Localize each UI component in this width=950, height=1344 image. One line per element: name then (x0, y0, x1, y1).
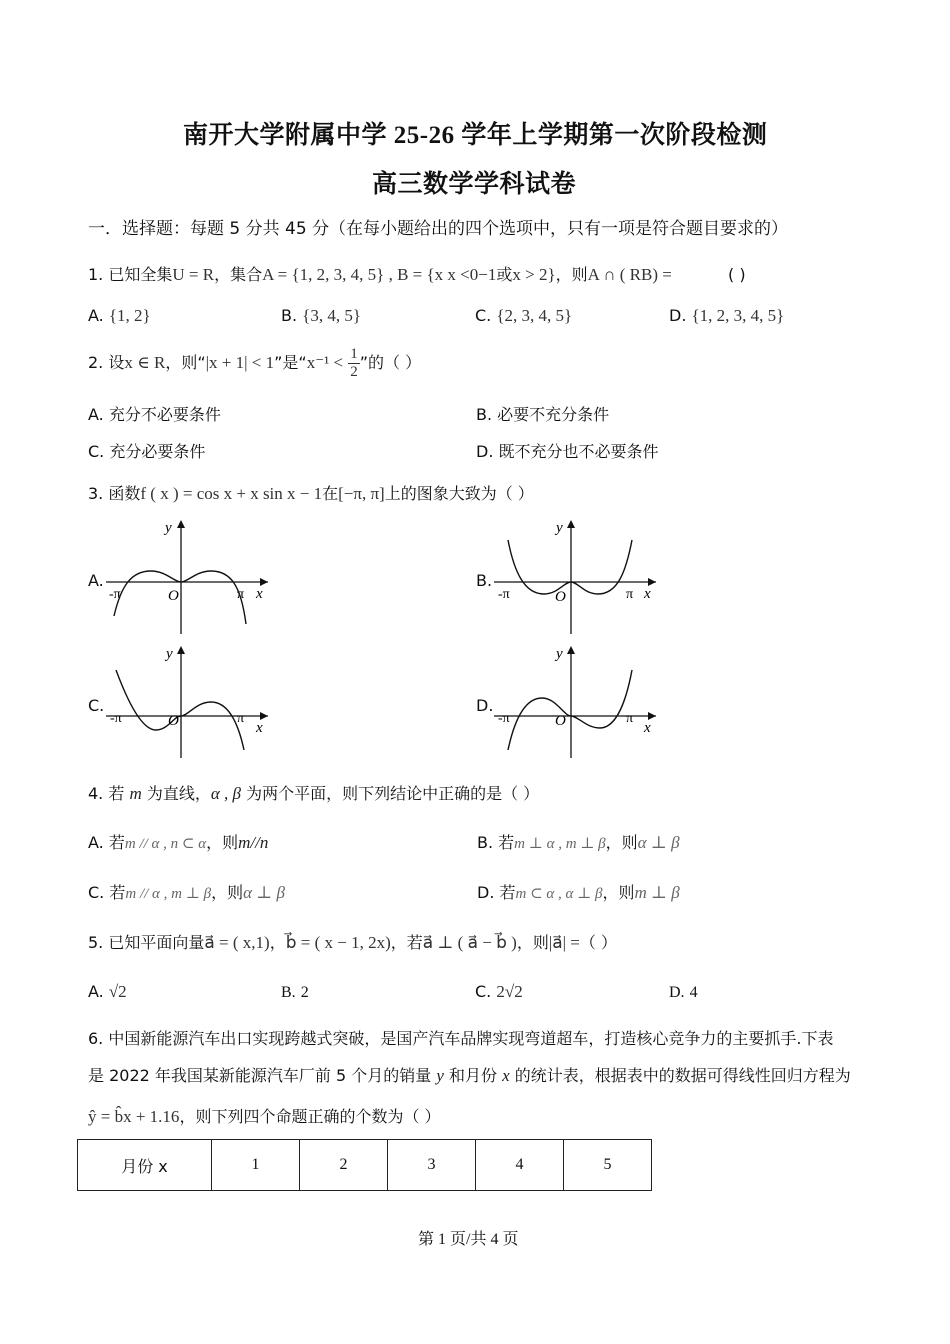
x-axis-arrow (260, 578, 268, 586)
q5-option-d[interactable] (669, 982, 698, 1002)
pi-label: π (626, 711, 634, 726)
q6-number: 6. (88, 1029, 104, 1048)
q5-text: 已知平面向量 (108, 933, 205, 952)
table-header-cell: 月份 x (78, 1140, 212, 1191)
q4-line-m: m (129, 784, 142, 803)
option-value: 2 (300, 984, 309, 1001)
option-label: D. (477, 883, 495, 902)
neg-pi-label: -π (110, 711, 122, 726)
table-row (78, 1140, 652, 1191)
q6-data-table (77, 1139, 652, 1191)
option-label: D. (669, 984, 685, 1001)
q3-text: 函数 (108, 484, 141, 503)
y-label: y (165, 520, 172, 536)
origin-label: O (555, 589, 566, 605)
y-axis-arrow (177, 520, 185, 528)
q2-text: ”是“ (274, 353, 307, 372)
q3-graph-b[interactable] (494, 516, 659, 634)
x-label: x (256, 586, 263, 602)
q2-option-d[interactable] (476, 439, 659, 462)
option-conclusion: m ⊥ β (634, 883, 680, 902)
question-3 (88, 481, 534, 504)
table-cell: 4 (476, 1140, 564, 1191)
neg-pi-label: -π (498, 711, 510, 726)
q2-option-a[interactable] (88, 402, 221, 425)
q1-option-a[interactable] (88, 306, 151, 326)
q1-answer-paren: ( ) (728, 265, 746, 284)
option-value: 4 (689, 984, 698, 1001)
q1-option-d[interactable] (669, 306, 784, 326)
origin-label: O (168, 588, 179, 604)
q4-text: 为两个平面，则下列结论中正确的是（ ） (246, 784, 540, 803)
q2-number: 2. (88, 353, 104, 372)
q5-text: （ ） (579, 933, 617, 952)
option-label: B. (281, 306, 298, 325)
option-text: ，则 (602, 883, 635, 902)
q5-text: ， (269, 933, 286, 952)
pi-label: π (237, 711, 245, 726)
q3-option-a-label[interactable]: A. (88, 571, 104, 590)
q6-var-x: x (502, 1066, 510, 1085)
q1-text: ，集合 (214, 265, 263, 284)
y-axis-arrow (567, 520, 575, 528)
table-cell: 5 (564, 1140, 652, 1191)
option-condition: m // α , n ⊂ α (124, 836, 207, 852)
option-value: {3, 4, 5} (302, 306, 361, 325)
y-axis-arrow (177, 646, 185, 654)
option-label: C. (475, 306, 492, 325)
option-value: √2 (108, 982, 127, 1001)
x-axis-arrow (260, 712, 268, 720)
x-label: x (644, 720, 651, 736)
question-2 (88, 346, 421, 381)
question-6 (88, 1026, 833, 1049)
q5-text: ，则 (516, 933, 549, 952)
option-label: B. (476, 405, 493, 424)
q1-text: 已知全集 (108, 265, 173, 284)
q1-universe: U = R (172, 265, 215, 284)
q4-text: 为直线， (146, 784, 211, 803)
q1-condition: x > 2} (512, 265, 556, 284)
option-label: D. (476, 442, 494, 461)
q5-text: ，若 (390, 933, 423, 952)
q1-option-c[interactable] (475, 306, 572, 326)
x-label: x (256, 720, 263, 736)
option-value: 2√2 (496, 982, 523, 1001)
q5-option-b[interactable] (281, 982, 309, 1002)
q6-text: 和月份 (448, 1066, 497, 1085)
option-text: 若 (108, 833, 125, 852)
exam-title: 南开大学附属中学 25-26 学年上学期第一次阶段检测 (183, 122, 768, 149)
q6-text: 是 2022 年我国某新能源汽车厂前 5 个月的销量 (88, 1066, 432, 1085)
q1-text: 或 (496, 265, 513, 284)
option-value: {1, 2} (108, 306, 151, 325)
option-label: B. (477, 833, 494, 852)
q2-fraction: $\frac{1}{2}$ (350, 346, 358, 380)
option-conclusion: m//n (238, 833, 269, 852)
q2-domain: x ∈ R (124, 353, 166, 372)
q1-sets: A = {1, 2, 3, 4, 5} , B = {x x <0−1 (262, 265, 497, 284)
x-label: x (644, 586, 651, 602)
question-1 (88, 262, 672, 285)
q1-number: 1. (88, 265, 104, 284)
x-axis-arrow (648, 712, 656, 720)
q3-option-c-label[interactable]: C. (88, 696, 105, 715)
option-text: ，则 (211, 883, 244, 902)
origin-label: O (555, 713, 566, 729)
q3-number: 3. (88, 484, 104, 503)
option-text: ，则 (605, 833, 638, 852)
q5-vector-b: b⃗ = ( x − 1, 2x) (285, 933, 391, 952)
origin-label: O (168, 713, 179, 729)
option-text: 若 (109, 883, 126, 902)
function-curve (508, 540, 632, 594)
q2-condition-p: |x + 1| < 1 (205, 353, 275, 372)
option-text: 若 (498, 833, 515, 852)
q1-option-b[interactable] (281, 306, 361, 326)
q6-var-y: y (436, 1066, 444, 1085)
q3-interval: [−π, π] (338, 484, 385, 503)
function-curve (116, 670, 244, 750)
q5-condition: a⃗ ⊥ ( a⃗ − b⃗ ) (422, 933, 517, 952)
option-text: 若 (499, 883, 516, 902)
function-curve (114, 571, 246, 624)
q4-option-c[interactable] (88, 880, 285, 903)
q6-line1: 中国新能源汽车出口实现跨越式突破，是国产汽车品牌实现弯道超车，打造核心竞争力的主要抓手.下表 (108, 1029, 834, 1048)
pi-label: π (626, 587, 634, 602)
q3-graph-d[interactable] (494, 642, 659, 760)
option-condition: m ⊂ α , α ⊥ β (515, 886, 603, 902)
q5-magnitude: |a⃗| = (548, 933, 580, 952)
option-condition: m // α , m ⊥ β (125, 886, 212, 902)
neg-pi-label: -π (109, 587, 121, 602)
option-text: ，则 (206, 833, 239, 852)
q6-regression-equation: ŷ = b̂x + 1.16 (88, 1107, 180, 1126)
y-label: y (556, 520, 563, 536)
q3-function: f ( x ) = cos x + x sin x − 1 (140, 484, 323, 503)
y-label: y (166, 646, 173, 662)
q5-number: 5. (88, 933, 104, 952)
q1-expression: A ∩ ( RB) = (587, 265, 672, 284)
q2-option-c[interactable] (88, 439, 205, 462)
option-value: {2, 3, 4, 5} (496, 306, 573, 325)
q3-option-b-label[interactable]: B. (476, 571, 493, 590)
x-axis-arrow (648, 578, 656, 586)
table-cell: 1 (212, 1140, 300, 1191)
section-heading: 一．选择题：每题 5 分共 45 分（在每小题给出的四个选项中，只有一项是符合题目要求的） (88, 219, 789, 239)
question-5 (88, 930, 617, 953)
q3-graph-c[interactable] (106, 642, 271, 760)
question-4 (88, 781, 539, 804)
option-conclusion: α ⊥ β (637, 833, 680, 852)
q3-text: 上的图象大致为（ ） (384, 484, 534, 503)
q4-option-b[interactable] (477, 830, 680, 853)
option-label: B. (281, 984, 296, 1001)
q4-option-d[interactable] (477, 880, 680, 903)
q2-text: 设 (108, 353, 125, 372)
option-label: C. (88, 883, 105, 902)
q2-condition-q: x⁻¹ < (306, 353, 344, 372)
y-axis-arrow (567, 646, 575, 654)
q4-number: 4. (88, 784, 104, 803)
option-label: A. (88, 405, 104, 424)
q1-text: ，则 (555, 265, 588, 284)
option-conclusion: α ⊥ β (243, 883, 285, 902)
option-label: A. (88, 982, 104, 1001)
pi-label: π (237, 587, 245, 602)
neg-pi-label: -π (498, 587, 510, 602)
q3-option-d-label[interactable]: D. (476, 696, 494, 715)
q5-option-c[interactable] (475, 982, 523, 1002)
q4-planes: α , β (210, 784, 241, 803)
option-label: C. (475, 982, 492, 1001)
exam-subtitle: 高三数学学科试卷 (372, 171, 577, 198)
q2-option-b[interactable] (476, 402, 609, 425)
q6-line2 (88, 1063, 851, 1086)
q5-vector-a: a⃗ = ( x,1) (204, 933, 270, 952)
y-label: y (556, 646, 563, 662)
q5-option-a[interactable] (88, 982, 127, 1002)
option-value: 充分不必要条件 (108, 405, 221, 424)
option-label: D. (669, 306, 687, 325)
option-label: A. (88, 306, 104, 325)
q4-text: 若 (108, 784, 125, 803)
q3-text: 在 (322, 484, 339, 503)
q4-option-a[interactable] (88, 830, 268, 853)
option-value: 充分必要条件 (109, 442, 206, 461)
option-condition: m ⊥ α , m ⊥ β (514, 836, 606, 852)
page-footer: 第 1 页/共 4 页 (418, 1231, 519, 1248)
option-value: 既不充分也不必要条件 (498, 442, 659, 461)
table-cell: 2 (300, 1140, 388, 1191)
q2-text: ”的（ ） (359, 353, 422, 372)
q2-text: ，则“ (165, 353, 206, 372)
q3-graph-a[interactable] (106, 516, 271, 634)
option-value: 必要不充分条件 (497, 405, 610, 424)
q6-text: ，则下列四个命题正确的个数为（ ） (179, 1107, 441, 1126)
q6-text: 的统计表，根据表中的数据可得线性回归方程为 (514, 1066, 851, 1085)
option-label: A. (88, 833, 104, 852)
option-label: C. (88, 442, 105, 461)
function-curve (508, 670, 632, 750)
table-cell: 3 (388, 1140, 476, 1191)
option-value: {1, 2, 3, 4, 5} (691, 306, 785, 325)
q6-line3 (88, 1104, 441, 1127)
